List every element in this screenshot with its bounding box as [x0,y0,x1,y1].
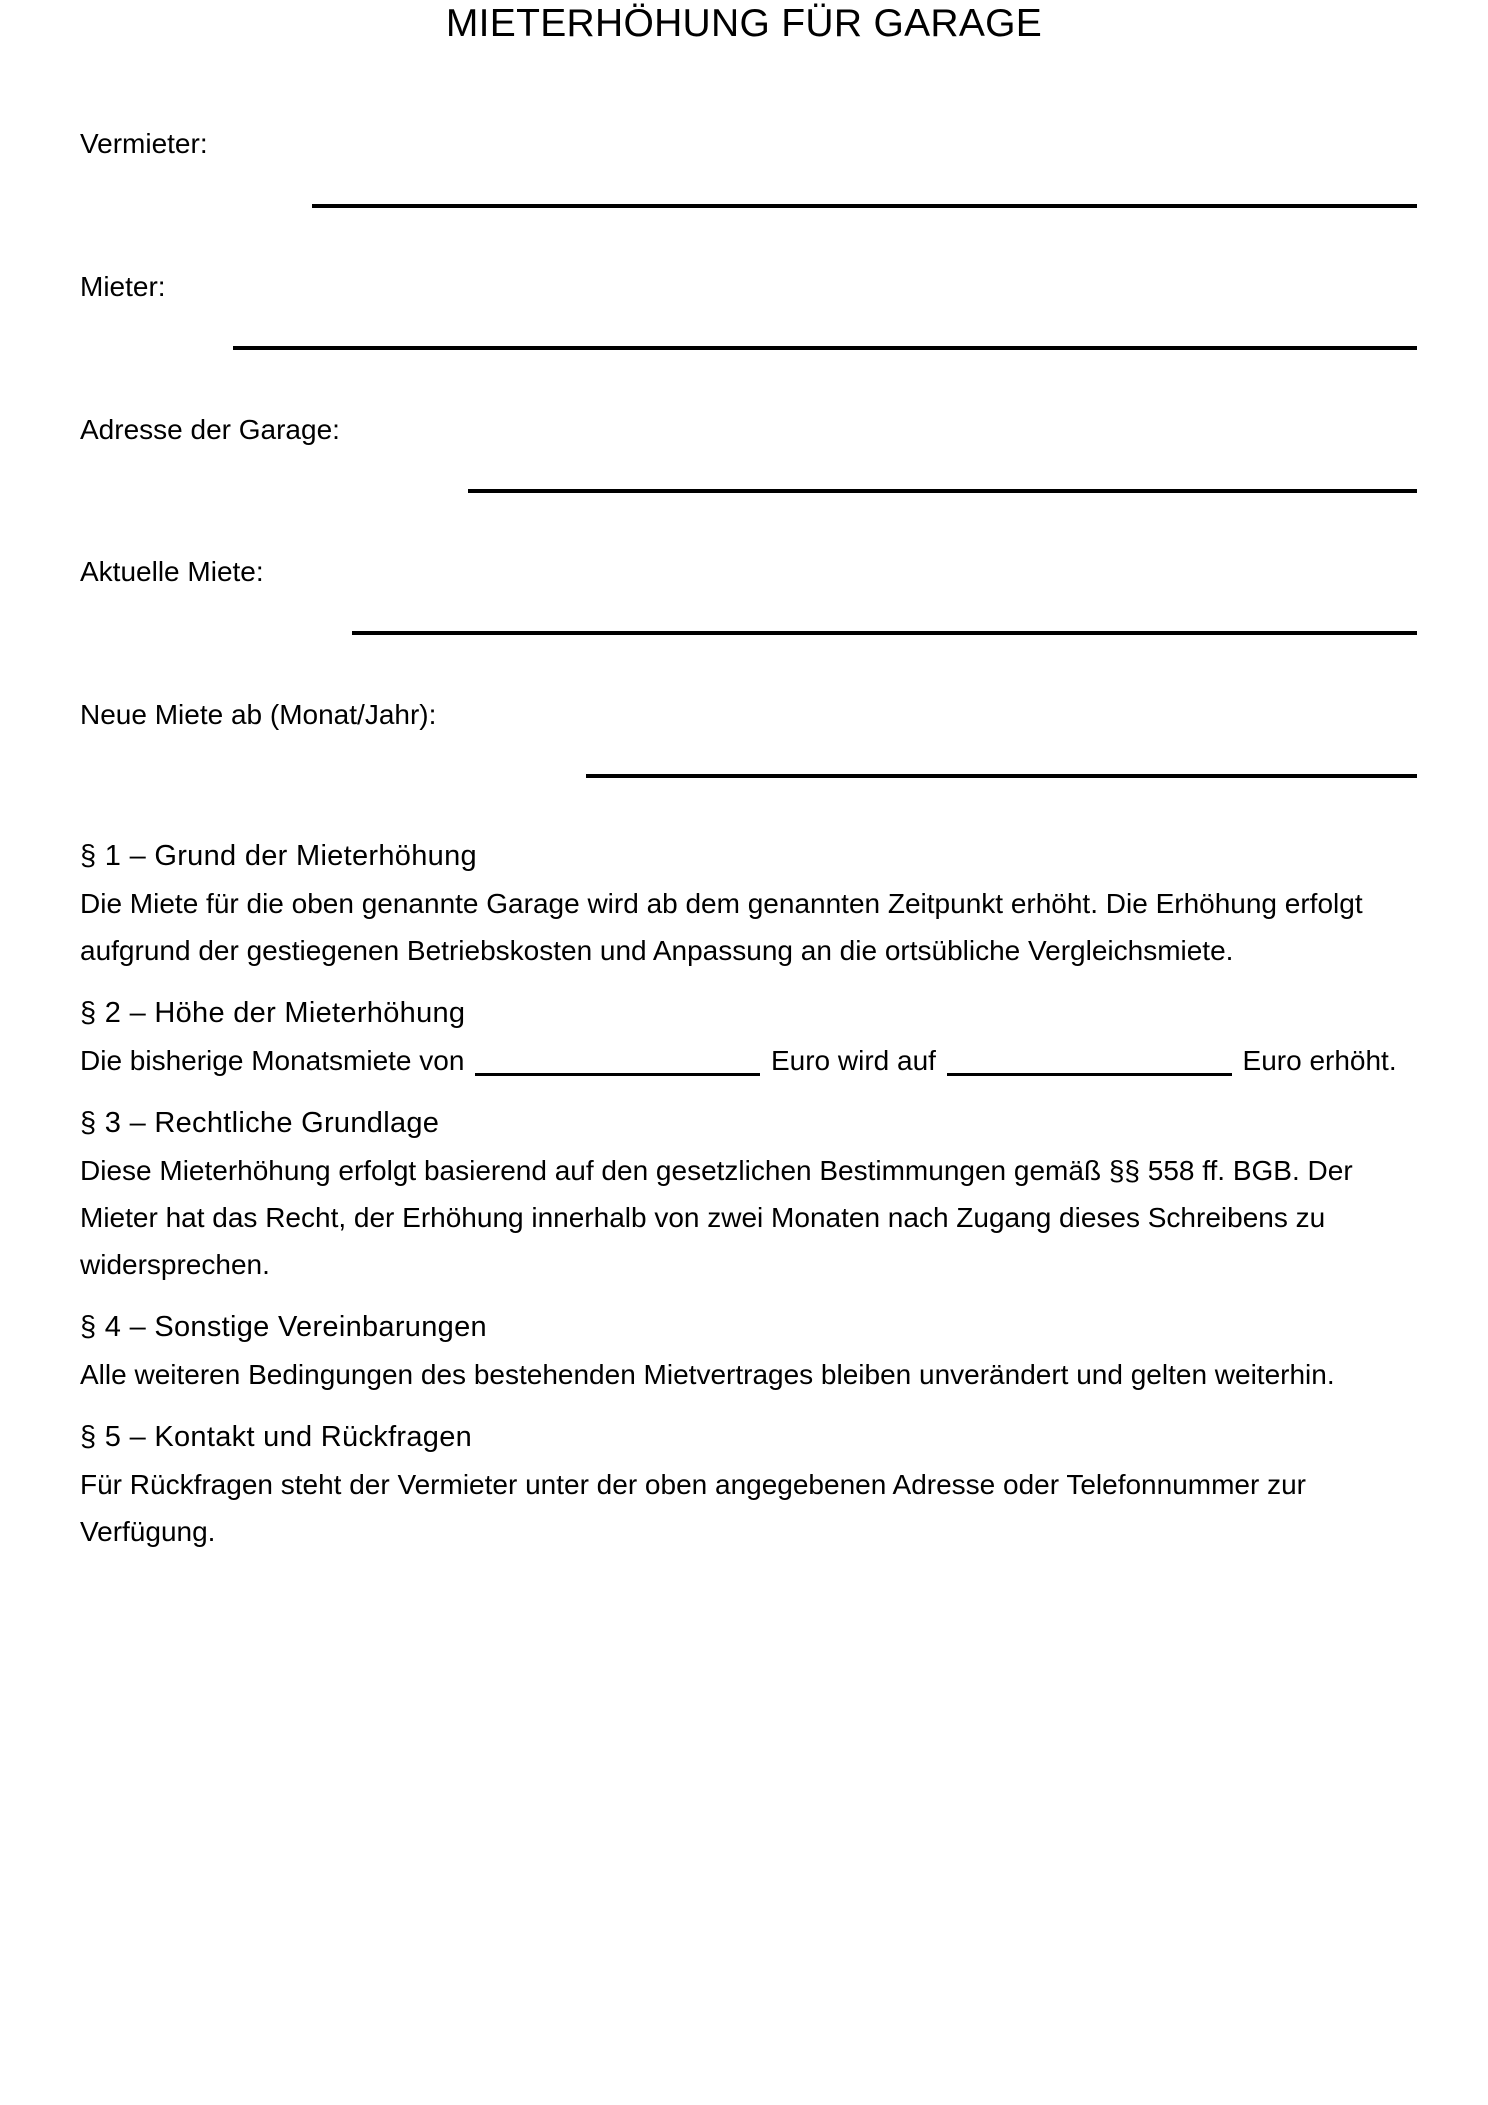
section-4-sonstige-vereinbarungen [80,1304,1410,1398]
garage-adresse-fill-line[interactable] [468,489,1417,493]
old-rent-blank[interactable] [475,1073,760,1076]
section-3-heading: § 3 – Rechtliche Grundlage [80,1107,440,1139]
section-2-hoehe [80,990,1410,1084]
section-2-text-after: Euro erhöht. [1242,1045,1397,1076]
section-2-text-middle: Euro wird auf [770,1045,936,1076]
section-5-body: Für Rückfragen steht der Vermieter unter der oben angegebenen Adresse oder Telefonnummer zur Verfügung. [80,1469,1306,1547]
section-2-text-before: Die bisherige Monatsmiete von [80,1045,465,1076]
document-sections [80,833,1410,1571]
field-mieter-label: Mieter: [80,271,166,302]
document-title: MIETERHÖHUNG FÜR GARAGE [445,2,1043,45]
aktuelle-miete-fill-line[interactable] [352,631,1417,635]
section-2-body [80,1037,1410,1084]
section-3-body: Diese Mieterhöhung erfolgt basierend auf den gesetzlichen Bestimmungen gemäß §§ 558 ff. BGB. Der Mieter hat das Recht, der Erhöhung innerhalb von zwei Monaten nach Zugang dieses Schreibens zu widersprechen. [80,1155,1353,1280]
new-rent-blank[interactable] [947,1073,1232,1076]
field-aktuelle-miete-label: Aktuelle Miete: [80,556,264,587]
section-2-heading: § 2 – Höhe der Mieterhöhung [80,997,466,1029]
field-neue-miete-label: Neue Miete ab (Monat/Jahr): [80,699,437,730]
section-3-rechtliche-grundlage [80,1100,1410,1288]
field-garage-adresse-label: Adresse der Garage: [80,414,340,445]
section-1-grund [80,833,1410,974]
section-5-heading: § 5 – Kontakt und Rückfragen [80,1421,473,1453]
section-5-kontakt [80,1414,1410,1555]
section-4-heading: § 4 – Sonstige Vereinbarungen [80,1311,487,1343]
section-1-body: Die Miete für die oben genannte Garage wird ab dem genannten Zeitpunkt erhöht. Die Erhöhung erfolgt aufgrund der gestiegenen Betriebskosten und Anpassung an die ortsübliche Vergleichsmiete. [80,888,1363,966]
vermieter-fill-line[interactable] [312,204,1417,208]
field-vermieter-label: Vermieter: [80,128,208,159]
neue-miete-fill-line[interactable] [586,774,1417,778]
mieter-fill-line[interactable] [233,346,1417,350]
section-4-body: Alle weiteren Bedingungen des bestehenden Mietvertrages bleiben unverändert und gelten weiterhin. [80,1359,1335,1390]
section-1-heading: § 1 – Grund der Mieterhöhung [80,840,477,872]
